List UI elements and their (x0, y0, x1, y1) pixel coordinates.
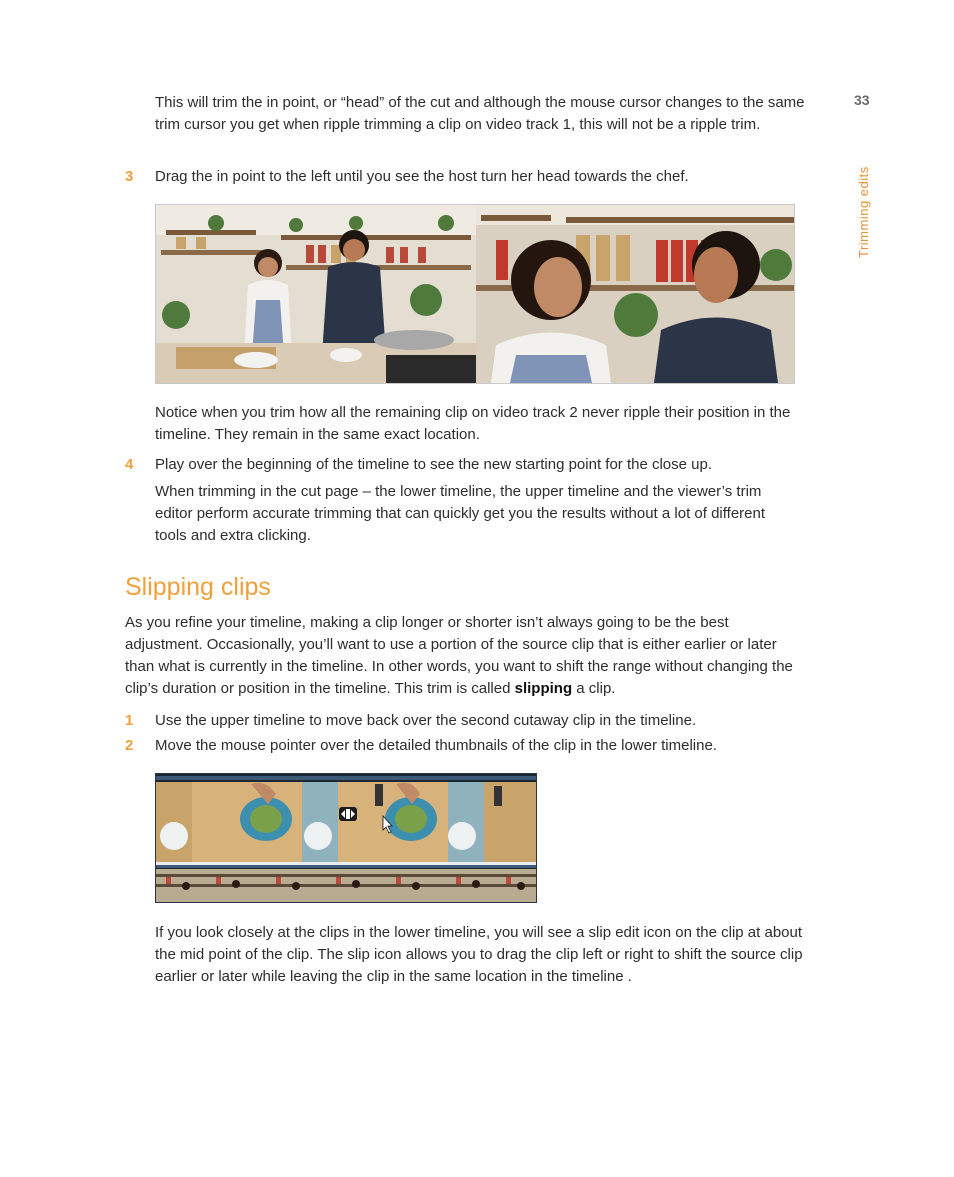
kitchen-viewer-screenshot (155, 204, 795, 384)
step-number: 3 (125, 168, 134, 185)
chapter-tab (850, 150, 880, 260)
step-text: Move the mouse pointer over the detailed thumbnails of the clip in the lower timeline. (155, 737, 717, 754)
step-text: Use the upper timeline to move back over the second cutaway clip in the timeline. (155, 712, 697, 729)
step-number: 4 (125, 456, 134, 473)
step-number: 2 (125, 737, 134, 754)
step-text: Play over the beginning of the timeline to see the new starting point for the close up. (155, 456, 713, 473)
kitchen-scene-image (156, 205, 794, 383)
step-number: 1 (125, 712, 134, 729)
page-number: 33 (854, 92, 870, 108)
intro-paragraph: This will trim the in point, or “head” of the cut and although the mouse cursor changes to the same trim cursor you get when ripple trimming a clip on video track 1, this will not be a ripple trim. (155, 94, 805, 133)
closing-paragraph: If you look closely at the clips in the lower timeline, you will see a slip edit icon on the clip at about the mid point of the clip. The slip icon allows you to drag the clip left or right to shift the source clip earlier or later while leaving the clip in the same location in the timeline . (155, 924, 803, 985)
chapter-title: Trimming edits (856, 166, 871, 258)
timeline-strip-image (156, 774, 536, 902)
keyword-slipping: slipping (514, 680, 573, 697)
step-text: Drag the in point to the left until you see the host turn her head towards the chef. (155, 168, 689, 185)
section-heading: Slipping clips (125, 573, 271, 601)
slipping-paragraph (125, 612, 805, 700)
paragraph-text-start: As you refine your timeline, making a clip longer or shorter isn’t always going to be the best adjustment. Occasionally, you’ll want to use a portion of the source clip that is either earlier or later than what is currently in the timeline. In other words, you want to shift the range without changing the clip’s duration or position in the timeline. This trim is called (125, 614, 793, 697)
paragraph-text-end: a clip. (572, 680, 616, 697)
timeline-thumbnail-screenshot (155, 773, 537, 903)
step-followup-paragraph: When trimming in the cut page – the lower timeline, the upper timeline and the viewer’s trim editor perform accurate trimming that can quickly get you the results without a lot of different tools and extra clicking. (155, 483, 766, 544)
slip-edit-icon (339, 807, 357, 821)
notice-paragraph: Notice when you trim how all the remaining clip on video track 2 never ripple their position in the timeline. They remain in the same exact location. (155, 404, 791, 443)
